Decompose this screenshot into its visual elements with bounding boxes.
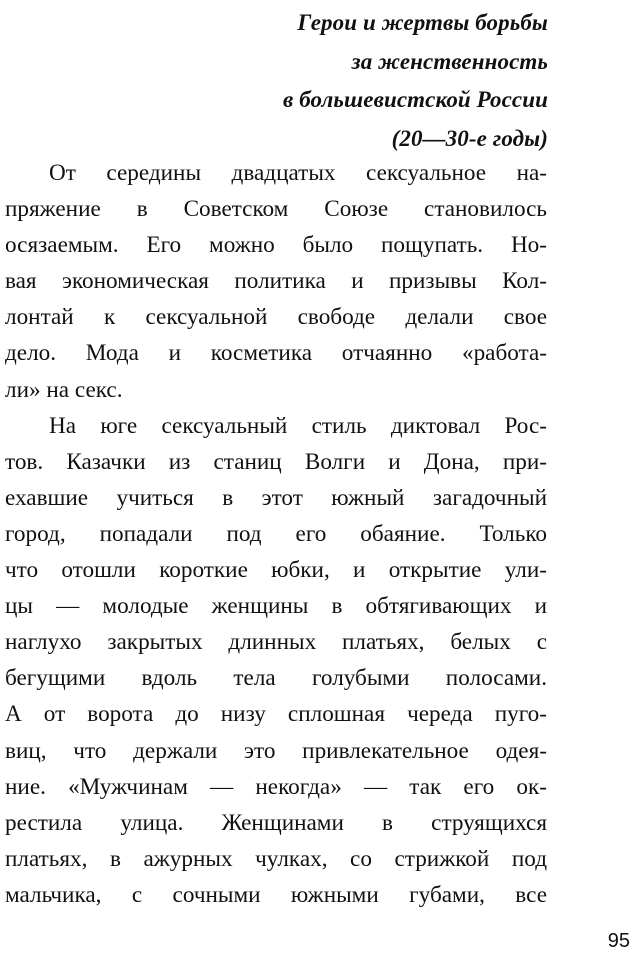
text-line: ехавшие учиться в этот южный загадочный: [5, 484, 547, 511]
text-line: виц, что держали это привлекательное одея-: [5, 737, 547, 764]
page-number: 95: [607, 930, 630, 952]
text-line: рестила улица. Женщинами в струящихся: [5, 809, 547, 836]
heading-line: Герои и жертвы борьбы: [297, 10, 548, 35]
text-line: дело. Мода и косметика отчаянно «работа-: [5, 340, 547, 367]
text-line: осязаемым. Его можно было пощупать. Но-: [5, 232, 547, 259]
heading-line: в большевистской России: [282, 87, 548, 112]
heading-line: за женственность: [351, 48, 548, 74]
text-line: цы — молодые женщины в обтягивающих и: [5, 593, 547, 620]
text-line: лонтай к сексуальной свободе делали свое: [5, 304, 547, 331]
text-line: наглухо закрытых длинных платьях, белых с: [5, 629, 547, 656]
text-line: вая экономическая политика и призывы Кол-: [5, 268, 547, 295]
text-line: что отошли короткие юбки, и открытие ули-: [5, 557, 547, 584]
heading-line: (20—30-е годы): [391, 125, 548, 151]
text-line: мальчика, с сочными южными губами, все: [5, 881, 547, 908]
chapter-heading: [283, 4, 548, 158]
body-text: [5, 155, 547, 913]
text-line: город, попадали под его обаяние. Только: [5, 520, 547, 547]
text-line: А от ворота до низу сплошная череда пуго-: [5, 701, 547, 728]
text-line: ние. «Мужчинам — некогда» — так его ок-: [5, 773, 547, 800]
text-line: бегущими вдоль тела голубыми полосами.: [5, 665, 547, 692]
text-line: ли» на секс.: [5, 376, 123, 403]
text-line: тов. Казачки из станиц Волги и Дона, при-: [5, 448, 547, 475]
text-line: платьях, в ажурных чулках, со стрижкой под: [5, 845, 547, 872]
text-line: На юге сексуальный стиль диктовал Рос-: [49, 412, 547, 439]
text-line: От середины двадцатых сексуальное на-: [49, 160, 547, 186]
text-line: пряжение в Советском Союзе становилось: [5, 196, 547, 223]
